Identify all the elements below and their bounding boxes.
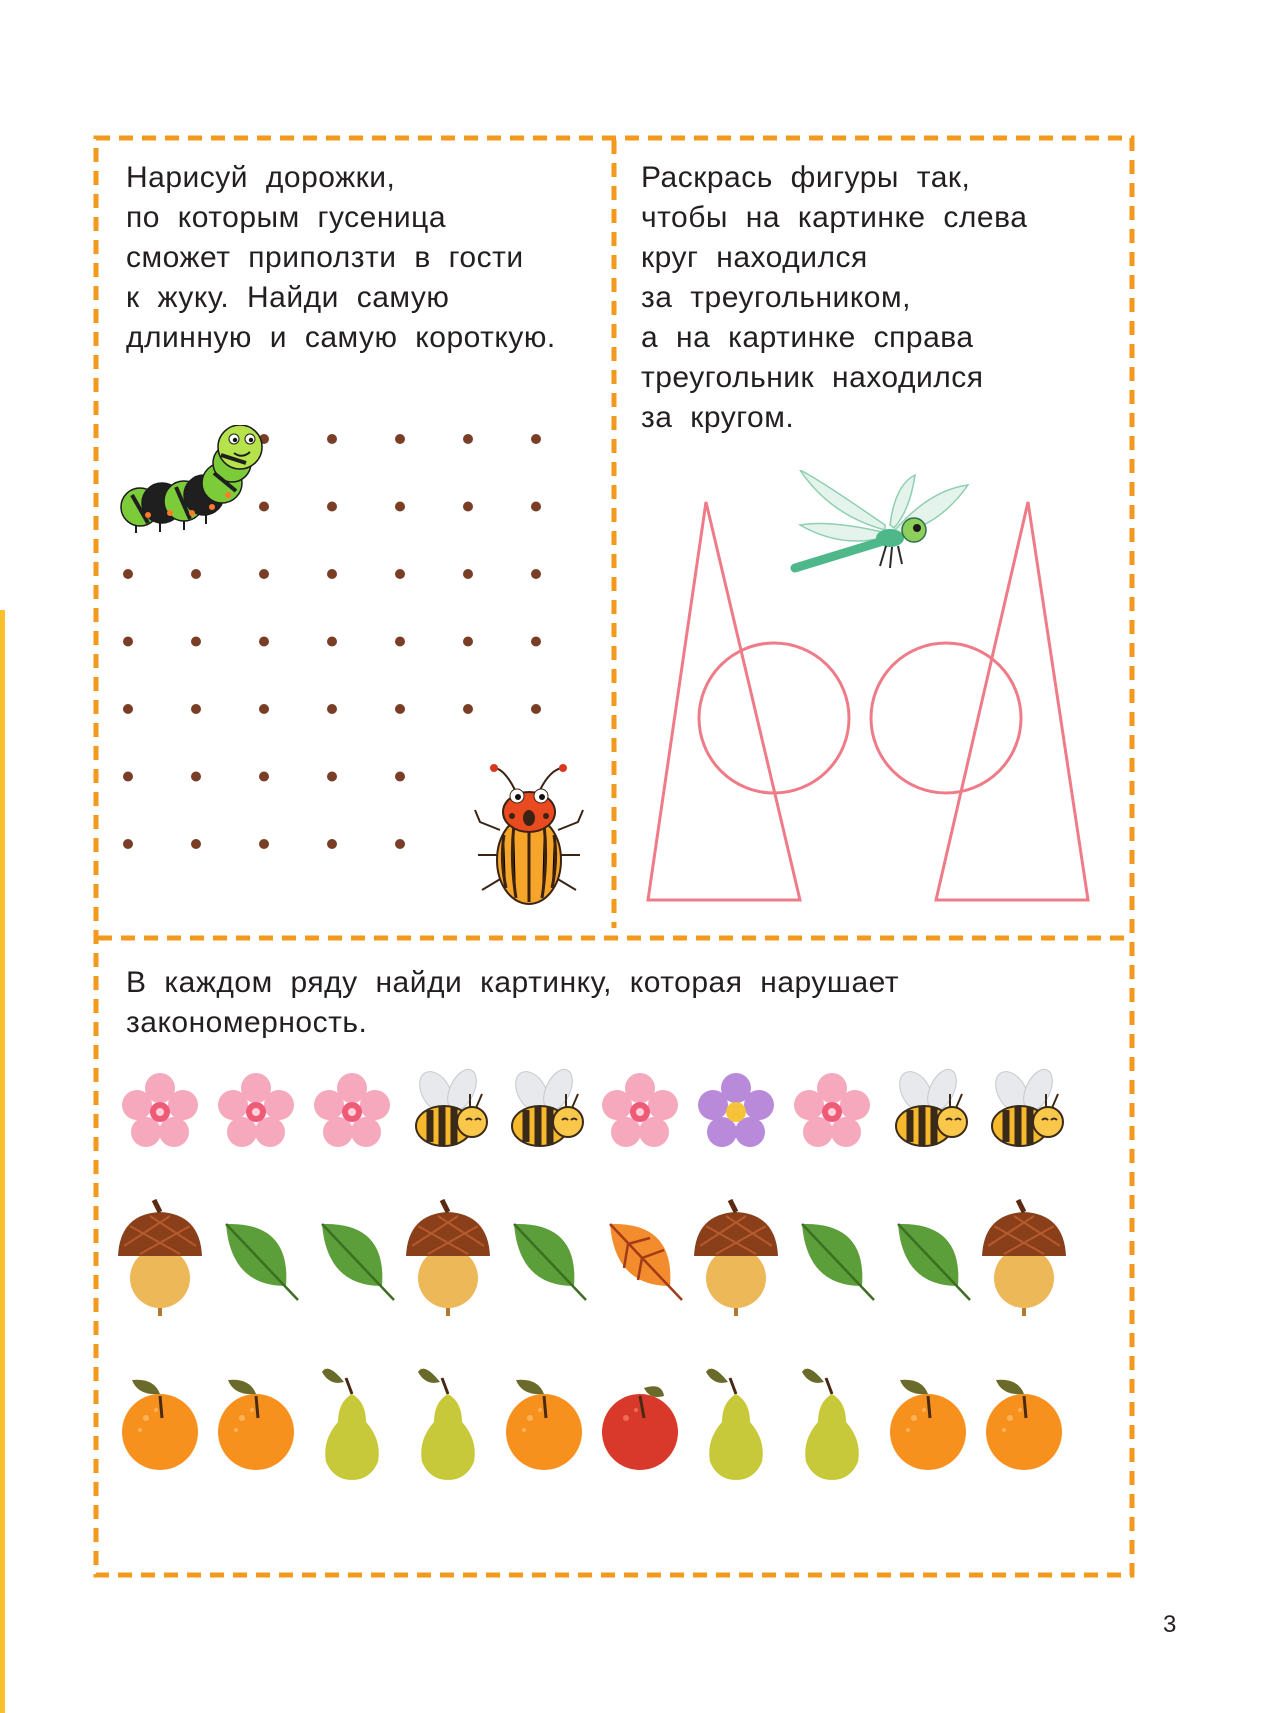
acorn-icon[interactable] — [406, 1200, 490, 1316]
grid-dot[interactable] — [327, 772, 337, 782]
pear-icon[interactable] — [802, 1369, 859, 1480]
grid-dot[interactable] — [259, 839, 269, 849]
bee-icon[interactable] — [989, 1065, 1063, 1146]
text-line: круг находился — [641, 241, 868, 274]
grid-dot[interactable] — [259, 772, 269, 782]
grid-dot[interactable] — [327, 434, 337, 444]
grid-dot[interactable] — [259, 637, 269, 647]
grid-dot[interactable] — [327, 637, 337, 647]
pear-icon[interactable] — [322, 1369, 379, 1480]
flower-pink-icon[interactable] — [602, 1073, 678, 1147]
text-line: по которым гусеница — [126, 201, 447, 234]
grid-dot[interactable] — [327, 502, 337, 512]
task-pattern-text — [126, 963, 899, 1043]
grid-dot[interactable] — [259, 569, 269, 579]
text-line: длинную и самую короткую. — [126, 321, 556, 354]
grid-dot[interactable] — [531, 637, 541, 647]
grid-dot[interactable] — [395, 502, 405, 512]
flower-purple-icon[interactable] — [698, 1073, 774, 1147]
flower-pink-icon[interactable] — [218, 1073, 294, 1147]
acorn-icon[interactable] — [118, 1200, 202, 1316]
grid-dot[interactable] — [531, 704, 541, 714]
text-line: к жуку. Найди самую — [126, 281, 450, 314]
grid-dot[interactable] — [191, 569, 201, 579]
grid-dot[interactable] — [123, 569, 133, 579]
grid-dot[interactable] — [327, 704, 337, 714]
leaf-green-icon[interactable] — [226, 1224, 298, 1300]
bee-icon[interactable] — [893, 1065, 967, 1146]
flower-pink-icon[interactable] — [122, 1073, 198, 1147]
shapes-picture — [640, 490, 1110, 920]
grid-dot[interactable] — [395, 839, 405, 849]
grid-dot[interactable] — [463, 569, 473, 579]
pear-icon[interactable] — [706, 1369, 763, 1480]
right-circle — [871, 643, 1021, 793]
left-triangle — [648, 502, 800, 900]
grid-dot[interactable] — [531, 434, 541, 444]
flower-pink-icon[interactable] — [794, 1073, 870, 1147]
grid-dot[interactable] — [191, 704, 201, 714]
grid-dot[interactable] — [327, 839, 337, 849]
bee-icon[interactable] — [509, 1065, 583, 1146]
grid-dot[interactable] — [531, 502, 541, 512]
leaf-green-icon[interactable] — [898, 1224, 970, 1300]
leaf-orange-icon[interactable] — [610, 1224, 682, 1300]
grid-dot[interactable] — [123, 839, 133, 849]
orange-icon[interactable] — [122, 1380, 198, 1470]
beetle-icon — [470, 760, 590, 910]
acorn-icon[interactable] — [694, 1200, 778, 1316]
orange-icon[interactable] — [506, 1380, 582, 1470]
grid-dot[interactable] — [259, 704, 269, 714]
orange-icon[interactable] — [986, 1380, 1062, 1470]
grid-dot[interactable] — [123, 772, 133, 782]
orange-icon[interactable] — [218, 1380, 294, 1470]
grid-dot[interactable] — [463, 704, 473, 714]
caterpillar-icon — [118, 425, 278, 550]
text-line: Раскрась фигуры так, — [641, 161, 971, 194]
leaf-green-icon[interactable] — [514, 1224, 586, 1300]
leaf-green-icon[interactable] — [802, 1224, 874, 1300]
text-line: треугольник находился — [641, 361, 984, 394]
page-number: 3 — [1163, 1611, 1177, 1638]
orange-icon[interactable] — [890, 1380, 966, 1470]
side-bar — [0, 610, 5, 1713]
grid-dot[interactable] — [395, 637, 405, 647]
left-circle — [699, 643, 849, 793]
text-line: закономерность. — [126, 1006, 368, 1039]
grid-dot[interactable] — [123, 704, 133, 714]
grid-dot[interactable] — [123, 637, 133, 647]
grid-dot[interactable] — [531, 569, 541, 579]
grid-dot[interactable] — [395, 704, 405, 714]
text-line: Нарисуй дорожки, — [126, 161, 396, 194]
grid-dot[interactable] — [463, 502, 473, 512]
pear-icon[interactable] — [418, 1369, 475, 1480]
text-line: а на картинке справа — [641, 321, 974, 354]
grid-dot[interactable] — [395, 772, 405, 782]
apple-icon[interactable] — [602, 1386, 678, 1470]
leaf-green-icon[interactable] — [322, 1224, 394, 1300]
task-paths-text — [126, 158, 556, 358]
text-line: чтобы на картинке слева — [641, 201, 1028, 234]
task-shapes-text — [641, 158, 1027, 438]
grid-dot[interactable] — [463, 637, 473, 647]
grid-dot[interactable] — [191, 637, 201, 647]
pattern-rows[interactable] — [118, 1060, 1118, 1530]
grid-dot[interactable] — [191, 839, 201, 849]
text-line: сможет приползти в гости — [126, 241, 524, 274]
grid-dot[interactable] — [191, 772, 201, 782]
right-triangle — [936, 502, 1088, 900]
grid-dot[interactable] — [327, 569, 337, 579]
grid-dot[interactable] — [463, 434, 473, 444]
text-line: В каждом ряду найди картинку, которая нарушает — [126, 966, 900, 999]
text-line: за треугольником, — [641, 281, 911, 314]
flower-pink-icon[interactable] — [314, 1073, 390, 1147]
text-line: за кругом. — [641, 401, 795, 434]
grid-dot[interactable] — [395, 569, 405, 579]
grid-dot[interactable] — [395, 434, 405, 444]
acorn-icon[interactable] — [982, 1200, 1066, 1316]
bee-icon[interactable] — [413, 1065, 487, 1146]
